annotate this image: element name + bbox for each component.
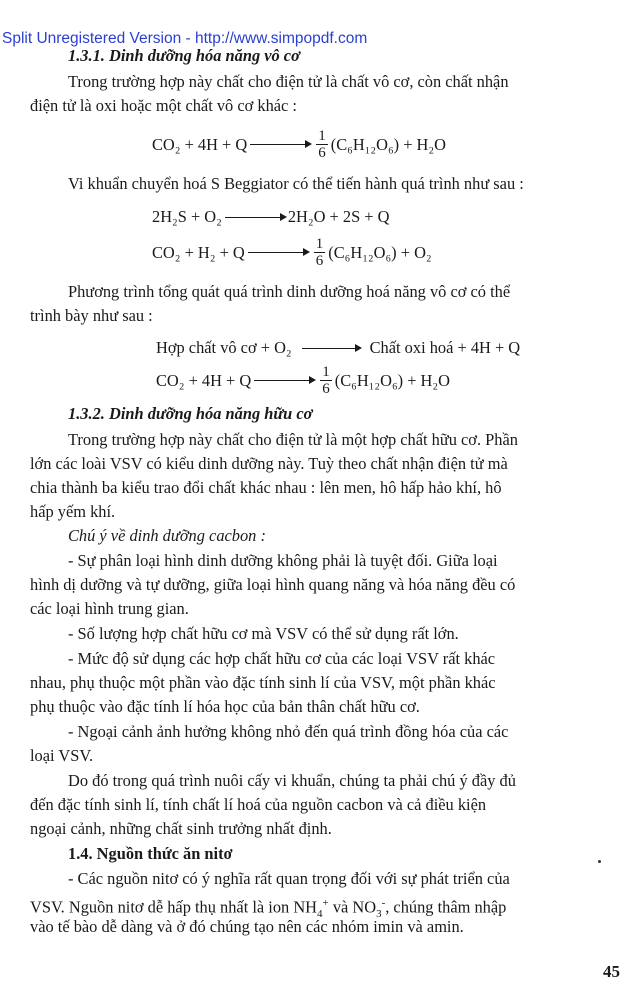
- reaction-arrow-icon: [248, 252, 308, 253]
- reaction-arrow-icon: [254, 380, 314, 381]
- paragraph-line: Do đó trong quá trình nuôi cấy vi khuẩn, chúng ta phải chú ý đầy đủ: [68, 771, 516, 790]
- paragraph-line: - Các nguồn nitơ có ý nghĩa rất quan trọng đối với sự phát triển của: [68, 869, 510, 888]
- paragraph-line: Vi khuẩn chuyển hoá S Beggiator có thể tiến hành quá trình như sau :: [68, 174, 524, 193]
- paragraph-line: hấp yếm khí.: [30, 502, 116, 521]
- page-number: 45: [603, 962, 620, 981]
- text-segment: , chúng thâm nhập: [385, 897, 507, 917]
- equation-left: CO₂ + 4H + Q: [152, 134, 248, 154]
- paragraph-line: chia thành ba kiểu trao đổi chất khác nhau : lên men, hô hấp hảo khí, hô: [30, 478, 502, 497]
- scan-speck: [598, 860, 601, 863]
- bullet-line: - Mức độ sử dụng các hợp chất hữu cơ của các loại VSV rất khác: [68, 649, 496, 668]
- subscript: 4: [317, 907, 323, 920]
- bullet-line: các loại hình trung gian.: [30, 599, 189, 618]
- text-segment: VSV. Nguồn nitơ dễ hấp thụ nhất là ion NH: [30, 897, 317, 917]
- reaction-arrow-icon: [250, 144, 310, 145]
- section-heading-1-3-2: 1.3.2. Dinh dưỡng hóa năng hữu cơ: [68, 404, 313, 423]
- equation-left: CO₂ + H₂ + Q: [152, 242, 245, 262]
- fraction: [314, 236, 326, 269]
- watermark: Split Unregistered Version - http://www.simpopdf.com: [2, 30, 368, 47]
- bullet-line: - Số lượng hợp chất hữu cơ mà VSV có thể sử dụng rất lớn.: [68, 624, 459, 643]
- bullet-line: nhau, phụ thuộc một phần vào đặc tính sinh lí của VSV, một phần khác: [30, 673, 496, 692]
- fraction-denominator: 6: [315, 253, 324, 269]
- paragraph-line: đến đặc tính sinh lí, tính chất lí hoá của nguồn cacbon và cả điều kiện: [30, 795, 487, 814]
- section-heading-1-3-1: 1.3.1. Dinh dưỡng hóa năng vô cơ: [68, 46, 300, 65]
- bullet-line: phụ thuộc vào đặc tính lí hóa học của bản thân chất hữu cơ.: [30, 697, 420, 716]
- bullet-line: hình dị dưỡng và tự dưỡng, giữa loại hình quang năng và hóa năng đều có: [30, 575, 516, 594]
- fraction: [316, 128, 328, 161]
- superscript: +: [322, 897, 329, 909]
- fraction-denominator: 6: [322, 381, 330, 397]
- section-heading-1-4: 1.4. Nguồn thức ăn nitơ: [68, 844, 233, 863]
- reaction-arrow-icon: [302, 348, 360, 349]
- paragraph-line: lớn các loài VSV có kiểu dinh dưỡng này. Tuỳ theo chất nhận điện tử mà: [30, 454, 508, 473]
- equation-right: (C₆H₁₂O₆) + H₂O: [330, 134, 446, 154]
- note-heading: Chú ý về dinh dưỡng cacbon :: [68, 526, 266, 545]
- fraction-numerator: 1: [318, 128, 326, 144]
- reaction-arrow-icon: [225, 217, 285, 218]
- fraction-numerator: 1: [322, 364, 330, 380]
- paragraph-line: Trong trường hợp này chất cho điện tử là chất vô cơ, còn chất nhận: [68, 72, 509, 91]
- equation-left: Hợp chất vô cơ + O₂: [156, 338, 292, 357]
- paragraph-line: ngoại cảnh, những chất sinh trưởng nhất định.: [30, 819, 332, 838]
- fraction-denominator: 6: [318, 145, 326, 161]
- equation-left: 2H₂S + O₂: [152, 207, 222, 226]
- fraction: [320, 364, 332, 397]
- paragraph-line: trình bày như sau :: [30, 306, 153, 325]
- equation-5: [156, 364, 450, 397]
- bullet-line: - Ngoại cảnh ảnh hưởng không nhỏ đến quá trình đồng hóa của các: [68, 722, 509, 741]
- equation-right: Chất oxi hoá + 4H + Q: [369, 338, 521, 357]
- bullet-line: loại VSV.: [30, 746, 94, 765]
- equation-1: [152, 128, 446, 161]
- equation-left: CO₂ + 4H + Q: [156, 370, 252, 390]
- equation-right: 2H₂O + 2S + Q: [287, 207, 390, 226]
- fraction-numerator: 1: [315, 236, 324, 252]
- superscript: -: [381, 897, 386, 909]
- text-segment: và NO: [328, 897, 377, 917]
- paragraph-line: Phương trình tổng quát quá trình dinh dưỡng hoá năng vô cơ có thể: [68, 282, 511, 301]
- equation-3: [152, 236, 432, 269]
- subscript: 3: [376, 907, 382, 920]
- equation-4: [156, 338, 520, 358]
- paragraph-line: điện tử là oxi hoặc một chất vô cơ khác :: [30, 96, 297, 115]
- equation-right: (C₆H₁₂O₆) + O₂: [328, 242, 432, 262]
- equation-right: (C₆H₁₂O₆) + H₂O: [334, 370, 450, 390]
- paragraph-line: Trong trường hợp này chất cho điện tử là một hợp chất hữu cơ. Phần: [68, 430, 518, 449]
- paragraph-line: vào tế bào dễ dàng và ở đó chúng tạo nên các nhóm imin và amin.: [30, 917, 464, 936]
- bullet-line: - Sự phân loại hình dinh dưỡng không phải là tuyệt đối. Giữa loại: [68, 551, 498, 570]
- equation-2: [152, 207, 389, 227]
